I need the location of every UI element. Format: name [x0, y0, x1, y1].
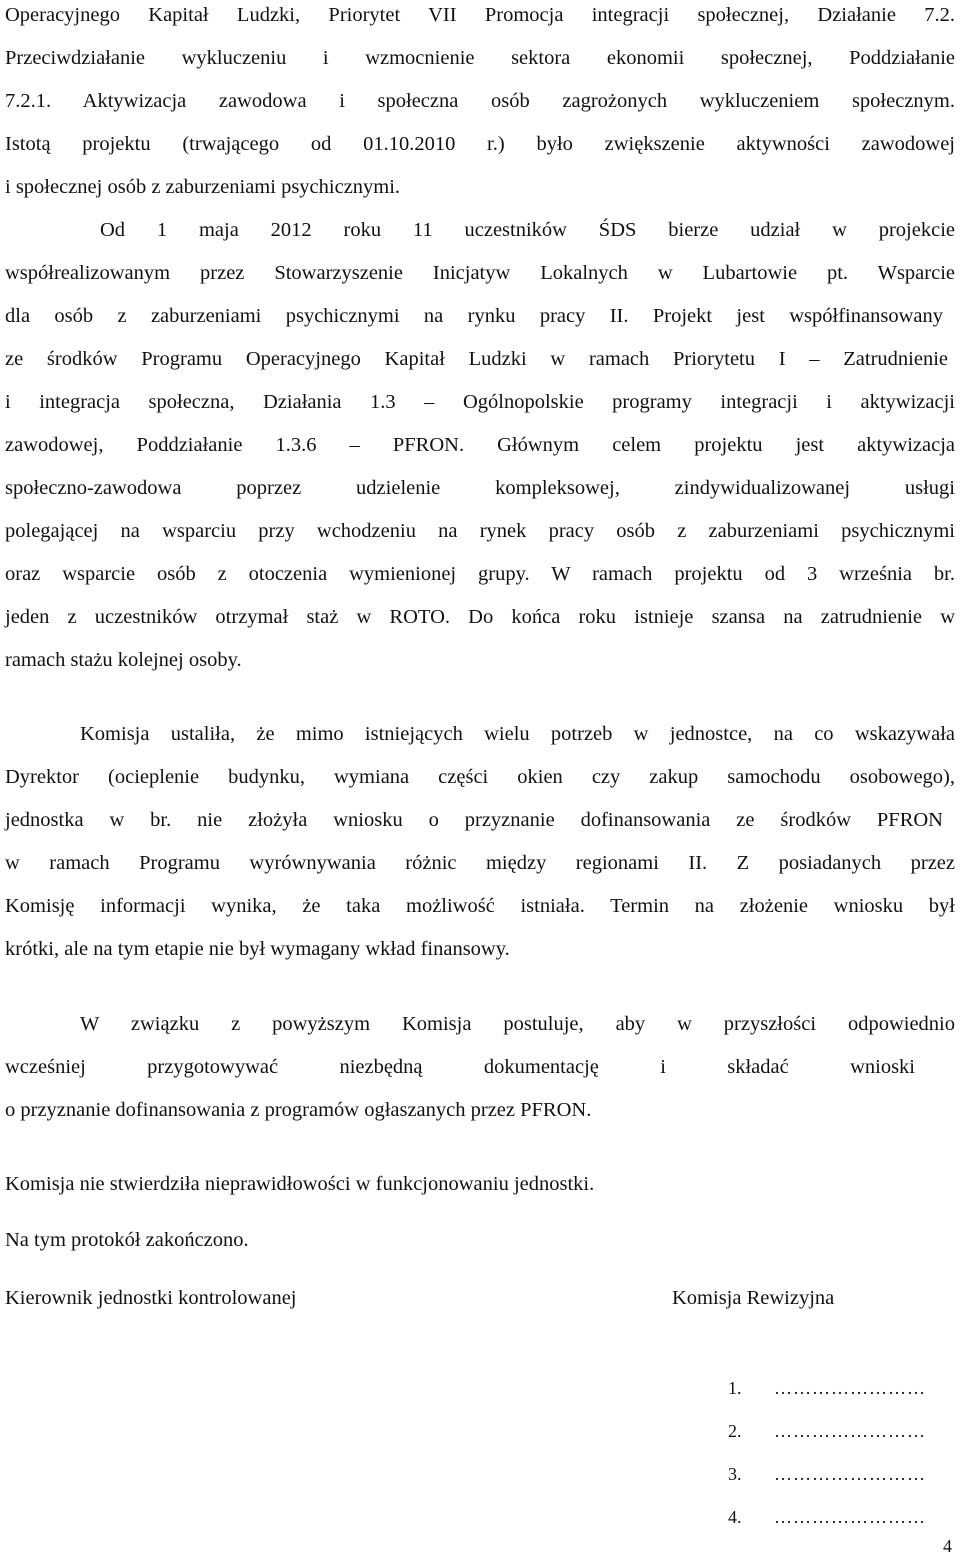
member-number: 4. — [728, 1507, 742, 1527]
signature-dots: …………………… — [774, 1378, 926, 1398]
closing-statement: Na tym protokół zakończono. — [5, 1229, 249, 1251]
signature-right-label: Komisja Rewizyjna — [672, 1287, 835, 1309]
paragraph-line: ze środków Programu Operacyjnego Kapitał Ludzki w ramach Priorytetu I – Zatrudnienie — [5, 348, 948, 370]
paragraph-line: o przyznanie dofinansowania z programów ogłaszanych przez PFRON. — [5, 1099, 592, 1121]
paragraph-line: oraz wsparcie osób z otoczenia wymienionej grupy. W ramach projektu od 3 września br. — [5, 563, 955, 585]
commission-member-line — [728, 1506, 926, 1528]
member-number: 2. — [728, 1421, 742, 1441]
paragraph-line: zawodowej, Poddziałanie 1.3.6 – PFRON. Głównym celem projektu jest aktywizacja — [5, 434, 955, 456]
paragraph-line: w ramach Programu wyrównywania różnic między regionami II. Z posiadanych przez — [5, 852, 955, 874]
paragraph-line: ramach stażu kolejnej osoby. — [5, 649, 242, 671]
member-number: 3. — [728, 1464, 742, 1484]
paragraph-line: Od 1 maja 2012 roku 11 uczestników ŚDS bierze udział w projekcie — [100, 219, 955, 241]
paragraph-line: i integracja społeczna, Działania 1.3 – Ogólnopolskie programy integracji i aktywizacji — [5, 391, 955, 413]
member-number: 1. — [728, 1378, 742, 1398]
paragraph-line: jeden z uczestników otrzymał staż w ROTO. Do końca roku istnieje szansa na zatrudnienie w — [5, 606, 955, 628]
paragraph-line: Komisja ustaliła, że mimo istniejących wielu potrzeb w jednostce, na co wskazywała — [80, 723, 955, 745]
page-number: 4 — [943, 1536, 952, 1556]
paragraph-line: krótki, ale na tym etapie nie był wymagany wkład finansowy. — [5, 938, 510, 960]
paragraph-line: W związku z powyższym Komisja postuluje, aby w przyszłości odpowiednio — [80, 1013, 955, 1035]
paragraph-line: współrealizowanym przez Stowarzyszenie Inicjatyw Lokalnych w Lubartowie pt. Wsparcie — [5, 262, 955, 284]
signature-dots: …………………… — [774, 1464, 926, 1484]
paragraph-line: wcześniej przygotowywać niezbędną dokumentację i składać wnioski — [5, 1056, 915, 1078]
paragraph-line: polegającej na wsparciu przy wchodzeniu na rynek pracy osób z zaburzeniami psychicznymi — [5, 520, 955, 542]
commission-member-line — [728, 1463, 926, 1485]
commission-member-line — [728, 1377, 926, 1399]
commission-member-line — [728, 1420, 926, 1442]
paragraph-line: i społecznej osób z zaburzeniami psychicznymi. — [5, 176, 401, 198]
paragraph-line: społeczno-zawodowa poprzez udzielenie kompleksowej, zindywidualizowanej usługi — [5, 477, 955, 499]
paragraph-line: Przeciwdziałanie wykluczeniu i wzmocnienie sektora ekonomii społecznej, Poddziałanie — [5, 47, 955, 69]
finding-statement: Komisja nie stwierdziła nieprawidłowości w funkcjonowaniu jednostki. — [5, 1173, 595, 1195]
signature-dots: …………………… — [774, 1507, 926, 1527]
paragraph-line: dla osób z zaburzeniami psychicznymi na rynku pracy II. Projekt jest współfinansowany — [5, 305, 943, 327]
paragraph-line: 7.2.1. Aktywizacja zawodowa i społeczna osób zagrożonych wykluczeniem społecznym. — [5, 90, 955, 112]
paragraph-line: Operacyjnego Kapitał Ludzki, Priorytet VII Promocja integracji społecznej, Działanie 7.2. — [5, 4, 955, 26]
signature-dots: …………………… — [774, 1421, 926, 1441]
paragraph-line: Komisję informacji wynika, że taka możliwość istniała. Termin na złożenie wniosku był — [5, 895, 955, 917]
signature-left-label: Kierownik jednostki kontrolowanej — [5, 1287, 297, 1309]
paragraph-line: Istotą projektu (trwającego od 01.10.2010 r.) było zwiększenie aktywności zawodowej — [5, 133, 955, 155]
paragraph-line: jednostka w br. nie złożyła wniosku o przyznanie dofinansowania ze środków PFRON — [5, 809, 943, 831]
paragraph-line: Dyrektor (ocieplenie budynku, wymiana części okien czy zakup samochodu osobowego), — [5, 766, 955, 788]
